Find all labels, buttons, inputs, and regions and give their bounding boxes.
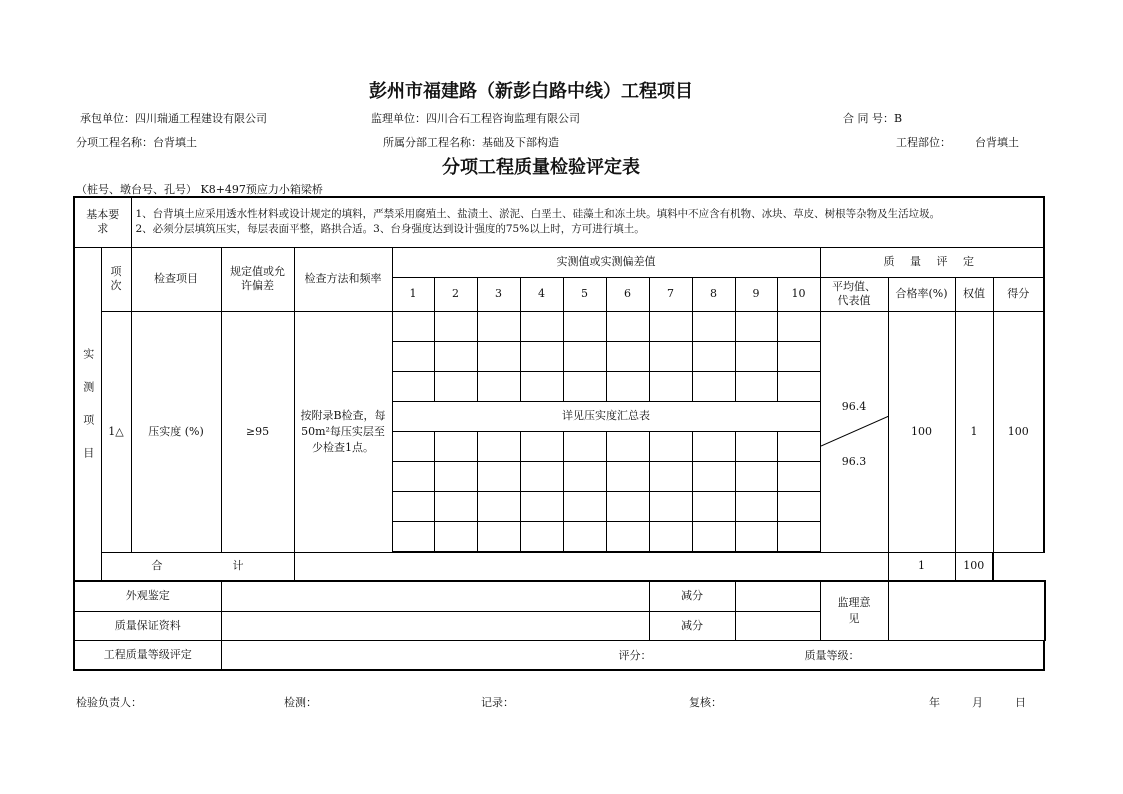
inspector-label: 检验负责人： bbox=[76, 696, 142, 709]
form-title: 分项工程质量检验评定表 bbox=[442, 157, 640, 178]
cell bbox=[434, 341, 477, 371]
reviewer-label: 复核： bbox=[689, 696, 722, 709]
cell bbox=[477, 371, 520, 401]
cell bbox=[777, 311, 820, 341]
supervisor-opinion-value bbox=[888, 581, 1045, 640]
cell bbox=[692, 491, 735, 521]
cell bbox=[735, 311, 777, 341]
header-pass-rate: 合格率(%) bbox=[888, 277, 955, 311]
cell bbox=[434, 311, 477, 341]
row1-item: 压实度 (%) bbox=[131, 311, 221, 552]
cell bbox=[606, 521, 649, 551]
day-label: 日 bbox=[1015, 696, 1026, 709]
row1-no: 1△ bbox=[101, 311, 131, 552]
cell bbox=[692, 461, 735, 491]
row1-avg-bottom: 96.3 bbox=[841, 454, 867, 468]
location-value: 台背填土 bbox=[975, 136, 1019, 149]
cell bbox=[434, 431, 477, 461]
header-quality: 质 量 评 定 bbox=[820, 247, 1044, 277]
cell bbox=[563, 521, 606, 551]
cell bbox=[520, 521, 563, 551]
total-weight: 1 bbox=[888, 552, 955, 581]
cell bbox=[606, 311, 649, 341]
col-8: 8 bbox=[692, 277, 735, 311]
cell bbox=[520, 371, 563, 401]
diagonal-divider bbox=[821, 416, 889, 456]
col-4: 4 bbox=[520, 277, 563, 311]
cell bbox=[649, 341, 692, 371]
deduct-1-label: 减分 bbox=[649, 581, 735, 611]
col-5: 5 bbox=[563, 277, 606, 311]
cell bbox=[735, 491, 777, 521]
inspection-table bbox=[73, 196, 1046, 671]
contract-no-text: 合 同 号：B bbox=[843, 112, 903, 125]
cell bbox=[563, 341, 606, 371]
row1-avg-top: 96.4 bbox=[841, 399, 867, 413]
cell bbox=[392, 521, 434, 551]
cell bbox=[520, 461, 563, 491]
total-label-b: 计 bbox=[232, 559, 244, 573]
year-label: 年 bbox=[929, 696, 940, 709]
pile-label: （桩号、墩台号、孔号） K8+497预应力小箱梁桥 bbox=[76, 183, 323, 196]
col-9: 9 bbox=[735, 277, 777, 311]
header-item-no: 项次 bbox=[101, 247, 131, 311]
header-weight: 权值 bbox=[955, 277, 993, 311]
basic-requirement-label: 基本要求 bbox=[74, 197, 131, 247]
col-10: 10 bbox=[777, 277, 820, 311]
cell bbox=[520, 341, 563, 371]
cell bbox=[692, 431, 735, 461]
row1-score: 100 bbox=[993, 311, 1044, 552]
cell bbox=[606, 431, 649, 461]
cell bbox=[735, 521, 777, 551]
section-label-text: 实测项目 bbox=[81, 347, 95, 480]
cell bbox=[649, 521, 692, 551]
cell bbox=[735, 461, 777, 491]
col-6: 6 bbox=[606, 277, 649, 311]
cell bbox=[477, 341, 520, 371]
cell bbox=[606, 461, 649, 491]
row1-pass-rate: 100 bbox=[888, 311, 955, 552]
cell bbox=[477, 491, 520, 521]
cell bbox=[434, 491, 477, 521]
cell bbox=[649, 371, 692, 401]
cell bbox=[777, 491, 820, 521]
cell bbox=[434, 461, 477, 491]
cell bbox=[777, 431, 820, 461]
col-2: 2 bbox=[434, 277, 477, 311]
total-score: 100 bbox=[955, 552, 993, 581]
merged-note: 详见压实度汇总表 bbox=[392, 401, 820, 431]
row1-method: 按附录B检查，每50m²每压实层至少检查1点。 bbox=[294, 311, 392, 552]
row1-weight: 1 bbox=[955, 311, 993, 552]
cell bbox=[434, 521, 477, 551]
contractor-text: 承包单位：四川瑞通工程建设有限公司 bbox=[80, 112, 267, 125]
month-label: 月 bbox=[972, 696, 983, 709]
cell bbox=[477, 431, 520, 461]
header-score: 得分 bbox=[993, 277, 1044, 311]
cell bbox=[649, 491, 692, 521]
total-label-a: 合 bbox=[151, 559, 163, 573]
supervisor-opinion-label: 监理意见 bbox=[820, 581, 888, 640]
cell bbox=[520, 311, 563, 341]
cell bbox=[692, 371, 735, 401]
basic-requirement-text bbox=[131, 197, 1044, 247]
cell bbox=[606, 341, 649, 371]
cell bbox=[777, 341, 820, 371]
cell bbox=[434, 371, 477, 401]
header-measured: 实测值或实测偏差值 bbox=[392, 247, 820, 277]
cell bbox=[606, 491, 649, 521]
cell bbox=[563, 311, 606, 341]
header-check-item: 检查项目 bbox=[131, 247, 221, 311]
total-empty bbox=[294, 552, 888, 581]
deduct-2-label: 减分 bbox=[649, 611, 735, 640]
cell bbox=[477, 521, 520, 551]
header-tolerance: 规定值或允许偏差 bbox=[221, 247, 294, 311]
cell bbox=[649, 431, 692, 461]
project-title: 彭州市福建路（新彭白路中线）工程项目 bbox=[369, 81, 693, 102]
grade-label: 工程质量等级评定 bbox=[74, 640, 221, 670]
cell bbox=[392, 431, 434, 461]
recorder-label: 记录： bbox=[481, 696, 514, 709]
cell bbox=[649, 461, 692, 491]
appearance-value bbox=[221, 581, 649, 611]
cell bbox=[777, 521, 820, 551]
cell bbox=[477, 311, 520, 341]
cell bbox=[692, 341, 735, 371]
cell bbox=[392, 311, 434, 341]
cell bbox=[563, 491, 606, 521]
cell bbox=[563, 461, 606, 491]
cell bbox=[392, 491, 434, 521]
col-1: 1 bbox=[392, 277, 434, 311]
docs-value bbox=[221, 611, 649, 640]
cell bbox=[520, 431, 563, 461]
cell bbox=[477, 461, 520, 491]
appearance-label: 外观鉴定 bbox=[74, 581, 221, 611]
cell bbox=[392, 461, 434, 491]
grade-row bbox=[221, 640, 1044, 670]
cell bbox=[735, 341, 777, 371]
docs-label: 质量保证资料 bbox=[74, 611, 221, 640]
section-label bbox=[74, 247, 101, 581]
total-label bbox=[101, 552, 294, 581]
parent-project-name: 所属分部工程名称：基础及下部构造 bbox=[383, 136, 559, 149]
header-avg: 平均值、代表值 bbox=[820, 277, 888, 311]
cell bbox=[692, 311, 735, 341]
deduct-2-value bbox=[735, 611, 820, 640]
cell bbox=[520, 491, 563, 521]
cell bbox=[392, 371, 434, 401]
cell bbox=[777, 461, 820, 491]
cell bbox=[777, 371, 820, 401]
sub-project-name: 分项工程名称：台背填土 bbox=[76, 136, 197, 149]
tester-label: 检测： bbox=[284, 696, 317, 709]
supervisor-text: 监理单位：四川合石工程咨询监理有限公司 bbox=[371, 112, 580, 125]
deduct-1-value bbox=[735, 581, 820, 611]
cell bbox=[649, 311, 692, 341]
cell bbox=[606, 371, 649, 401]
col-7: 7 bbox=[649, 277, 692, 311]
col-3: 3 bbox=[477, 277, 520, 311]
header-method: 检查方法和频率 bbox=[294, 247, 392, 311]
score-label: 评分： bbox=[618, 648, 652, 662]
cell bbox=[392, 341, 434, 371]
cell bbox=[692, 521, 735, 551]
cell bbox=[563, 371, 606, 401]
row1-tolerance: ≥95 bbox=[221, 311, 294, 552]
row1-avg bbox=[820, 311, 888, 552]
basic-requirement-2: 2、必须分层填筑压实，每层表面平整，路拱合适。3、台身强度达到设计强度的75%以上时，方可进行填土。 bbox=[135, 223, 645, 236]
cell bbox=[735, 431, 777, 461]
cell bbox=[563, 431, 606, 461]
cell bbox=[735, 371, 777, 401]
level-label: 质量等级： bbox=[804, 648, 860, 662]
location-label: 工程部位： bbox=[896, 136, 951, 149]
basic-requirement-1: 1、台背填土应采用透水性材料或设计规定的填料，严禁采用腐殖土、盐渍土、淤泥、白垩土、硅藻土和冻土块。填料中不应含有机物、冰块、草皮、树根等杂物及生活垃圾。 bbox=[135, 208, 941, 221]
